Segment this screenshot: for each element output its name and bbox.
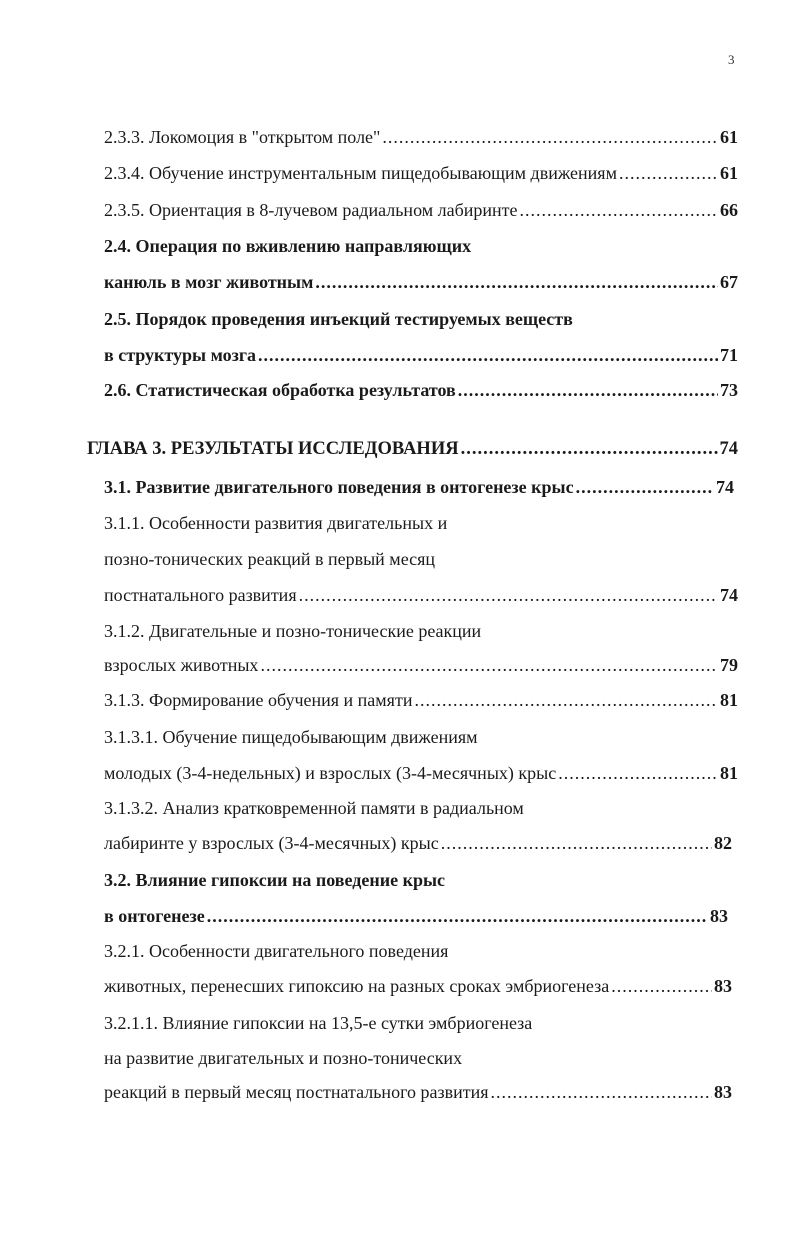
toc-entry-title: 2.6. Статистическая обработка результатов [104, 380, 456, 400]
dot-leader [299, 584, 718, 606]
dot-leader [207, 905, 708, 927]
toc-entry [104, 905, 728, 927]
toc-entry-title: канюль в мозг животным [104, 272, 314, 292]
toc-entry-title: лабиринте у взрослых (3-4-месячных) крыс [104, 833, 439, 853]
toc-entry-title: на развитие двигательных и позно-тонических [104, 1048, 463, 1068]
toc-entry-title: 3.2.1. Особенности двигательного поведения [104, 941, 449, 961]
toc-entry-page: 61 [720, 163, 738, 183]
toc-entry-page: 73 [720, 380, 738, 400]
dot-leader [558, 762, 718, 784]
dot-leader [619, 162, 718, 184]
toc-entry-title: 3.1. Развитие двигательного поведения в онтогенезе крыс [104, 477, 574, 497]
toc-entry-page: 61 [720, 127, 738, 147]
toc-entry-title: 3.1.3. Формирование обучения и памяти [104, 690, 413, 710]
dot-leader [611, 975, 712, 997]
toc-entry-title: 2.3.3. Локомоция в "открытом поле" [104, 127, 381, 147]
toc-entry-title: в онтогенезе [104, 906, 205, 926]
dot-leader [382, 126, 718, 148]
toc-entry-title: взрослых животных [104, 655, 259, 675]
toc-entry-title: реакций в первый месяц постнатального развития [104, 1082, 489, 1102]
toc-entry-page: 81 [720, 763, 738, 783]
toc-entry [104, 975, 732, 997]
toc-entry [104, 344, 738, 366]
toc-entry-page: 81 [720, 690, 738, 710]
toc-entry-page: 71 [720, 345, 738, 365]
page-number: 3 [728, 52, 735, 67]
toc-entry [104, 654, 738, 676]
toc-entry-title: постнатального развития [104, 585, 297, 605]
toc-entry-title: 3.2.1.1. Влияние гипоксии на 13,5-е сутки эмбриогенеза [104, 1013, 533, 1033]
toc-entry-title: 2.4. Операция по вживлению направляющих [104, 236, 472, 256]
toc-entry-title: животных, перенесших гипоксию на разных сроках эмбриогенеза [104, 976, 610, 996]
dot-leader [458, 379, 718, 401]
toc-entry-page: 74 [720, 585, 738, 605]
toc-entry-title: позно-тонических реакций в первый месяц [104, 549, 436, 569]
toc-entry [104, 584, 738, 606]
toc-entry [104, 199, 738, 221]
dot-leader [260, 654, 718, 676]
toc-entry-title: 3.1.2. Двигательные и позно-тонические реакции [104, 621, 482, 641]
toc-entry-title: 3.1.1. Особенности развития двигательных и [104, 513, 448, 533]
dot-leader [414, 689, 718, 711]
dot-leader [441, 832, 712, 854]
toc-entry [104, 1081, 732, 1103]
toc-chapter-heading [87, 438, 738, 460]
dot-leader [315, 271, 718, 293]
toc-entry-title: 2.5. Порядок проведения инъекций тестируемых веществ [104, 309, 573, 329]
toc-entry [104, 379, 738, 401]
toc-entry-title: 3.1.3.1. Обучение пищедобывающим движениям [104, 727, 478, 747]
toc-entry-page: 66 [720, 200, 738, 220]
dot-leader [258, 344, 718, 366]
toc-entry [104, 832, 732, 854]
toc-entry-title: молодых (3-4-недельных) и взрослых (3-4-месячных) крыс [104, 763, 557, 783]
toc-entry [104, 126, 738, 148]
toc-entry [104, 762, 738, 784]
toc-entry-page: 74 [719, 439, 738, 459]
toc-entry-page: 83 [714, 976, 732, 996]
dot-leader [576, 476, 714, 498]
toc-entry-title: 2.3.4. Обучение инструментальным пищедобывающим движениям [104, 163, 617, 183]
toc-entry [104, 162, 738, 184]
toc-entry-title: в структуры мозга [104, 345, 257, 365]
toc-entry-title: ГЛАВА 3. РЕЗУЛЬТАТЫ ИССЛЕДОВАНИЯ [87, 439, 459, 459]
toc-entry-title: 3.1.3.2. Анализ кратковременной памяти в радиальном [104, 798, 524, 818]
toc-entry-title: 2.3.5. Ориентация в 8-лучевом радиальном лабиринте [104, 200, 518, 220]
toc-entry [104, 476, 734, 498]
toc-entry-page: 79 [720, 655, 738, 675]
toc-entry [104, 689, 738, 711]
toc-entry-page: 82 [714, 833, 732, 853]
toc-entry-page: 83 [714, 1082, 732, 1102]
toc-entry-page: 83 [710, 906, 728, 926]
dot-leader [491, 1081, 712, 1103]
dot-leader [520, 199, 719, 221]
toc-entry [104, 271, 738, 293]
toc-entry-title: 3.2. Влияние гипоксии на поведение крыс [104, 870, 446, 890]
toc-entry-page: 74 [716, 477, 734, 497]
dot-leader [461, 438, 718, 460]
toc-entry-page: 67 [720, 272, 738, 292]
